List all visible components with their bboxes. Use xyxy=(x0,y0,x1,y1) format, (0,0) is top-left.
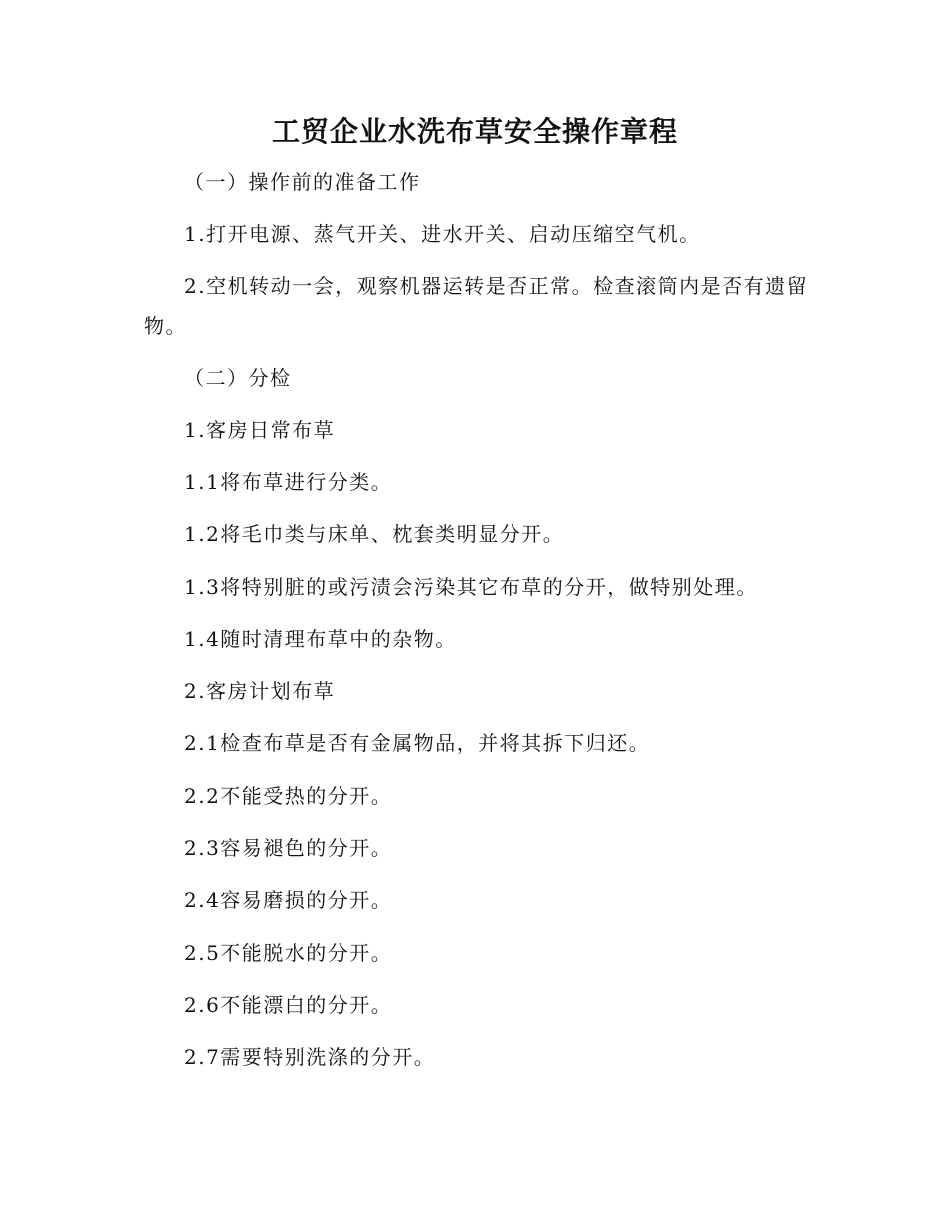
paragraph: 1.3将特别脏的或污渍会污染其它布草的分开，做特别处理。 xyxy=(184,575,758,599)
paragraph: 2.5不能脱水的分开。 xyxy=(184,941,393,965)
paragraph: 2.6不能漂白的分开。 xyxy=(184,993,393,1017)
paragraph: 2.7需要特别洗涤的分开。 xyxy=(184,1045,436,1069)
paragraph: 1.2将毛巾类与床单、枕套类明显分开。 xyxy=(184,522,565,546)
paragraph: 2.客房计划布草 xyxy=(184,679,336,703)
paragraph: 2.2不能受热的分开。 xyxy=(184,784,393,808)
paragraph: 1.打开电源、蒸气开关、进水开关、启动压缩空气机。 xyxy=(184,222,701,246)
paragraph: 1.1将布草进行分类。 xyxy=(184,470,393,494)
paragraph: 1.客房日常布草 xyxy=(184,418,336,442)
paragraph: 2.4容易磨损的分开。 xyxy=(184,888,393,912)
section-heading-preparation: （一）操作前的准备工作 xyxy=(184,170,421,194)
section-heading-sorting: （二）分检 xyxy=(184,366,292,390)
document-title: 工贸企业水洗布草安全操作章程 xyxy=(271,115,678,148)
paragraph: 2.1检查布草是否有金属物品，并将其拆下归还。 xyxy=(184,731,651,755)
paragraph: 2.3容易褪色的分开。 xyxy=(184,836,393,860)
paragraph: 1.4随时清理布草中的杂物。 xyxy=(184,627,457,651)
paragraph: 2.空机转动一会，观察机器运转是否正常。检查滚筒内是否有遗留物。 xyxy=(144,274,809,338)
